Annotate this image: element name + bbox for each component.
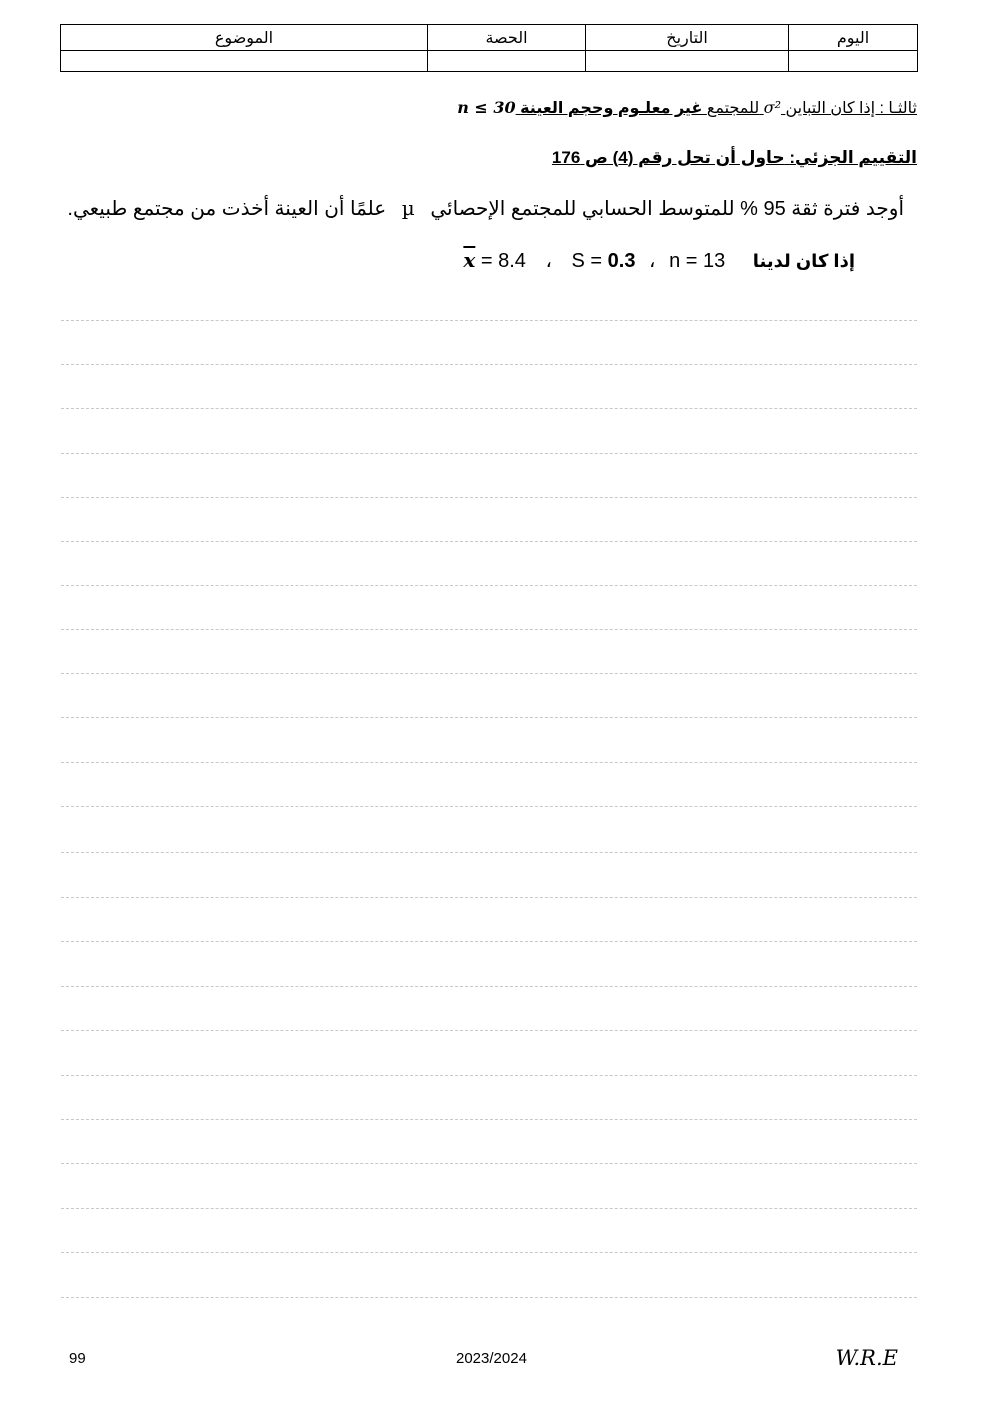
section-heading	[457, 98, 917, 118]
writing-line	[61, 762, 917, 763]
problem-statement	[67, 196, 904, 221]
given-values	[463, 248, 855, 273]
writing-line	[61, 806, 917, 807]
problem-text-before: أوجد فترة ثقة 95 % للمتوسط الحسابي للمجتمع الإحصائي	[430, 198, 904, 220]
writing-line	[61, 541, 917, 542]
day-cell[interactable]	[789, 51, 918, 72]
assessment-line	[552, 148, 917, 168]
date-cell[interactable]	[586, 51, 789, 72]
header-table	[60, 24, 918, 72]
writing-line	[61, 1297, 917, 1298]
given-formula	[463, 248, 725, 273]
writing-line	[61, 717, 917, 718]
section-mid: للمجتمع	[706, 100, 760, 117]
writing-line	[61, 941, 917, 942]
writing-line	[61, 629, 917, 630]
writing-line	[61, 1030, 917, 1031]
assessment-text: حاول أن تحل رقم (4) ص 176	[551, 148, 785, 167]
n-value: n = 13	[669, 250, 726, 272]
problem-text-after: علمًا أن العينة أخذت من مجتمع طبيعي.	[67, 198, 387, 220]
day-header: اليوم	[789, 25, 918, 51]
given-lead: إذا كان لدينا	[752, 251, 855, 271]
assessment-label: التقييم الجزئي:	[789, 148, 917, 167]
page-number: 99	[69, 1350, 86, 1367]
xbar-symbol: $\overline{x}$	[463, 248, 476, 272]
writing-line	[61, 364, 917, 365]
s-value: 0.3	[607, 250, 636, 272]
sample-size-condition: n ≤ 30	[457, 98, 516, 117]
subject-header: الموضوع	[61, 25, 428, 51]
writing-line	[61, 1075, 917, 1076]
separator-1: ،	[545, 250, 552, 272]
mu-symbol: µ	[401, 196, 415, 220]
school-year: 2023/2024	[456, 1350, 527, 1367]
writing-line	[61, 453, 917, 454]
writing-line	[61, 1208, 917, 1209]
writing-line	[61, 986, 917, 987]
session-header: الحصة	[428, 25, 586, 51]
writing-line	[61, 1119, 917, 1120]
date-header: التاريخ	[586, 25, 789, 51]
writing-line	[61, 1252, 917, 1253]
s-label: S =	[571, 250, 603, 272]
writing-line	[61, 497, 917, 498]
subject-cell[interactable]	[61, 51, 428, 72]
session-cell[interactable]	[428, 51, 586, 72]
writing-line	[61, 673, 917, 674]
writing-line	[61, 852, 917, 853]
xbar-value: = 8.4	[480, 250, 526, 272]
writing-line	[61, 1163, 917, 1164]
writing-line	[61, 408, 917, 409]
writing-line	[61, 585, 917, 586]
sigma-squared: σ²	[763, 98, 781, 117]
author-initials: W.R.E	[835, 1346, 898, 1370]
separator-2: ،	[649, 250, 656, 272]
section-bold: غير معلـوم وحجم العينة	[520, 100, 703, 117]
section-prefix: ثالثـا : إذا كان التباين	[785, 100, 917, 117]
writing-line	[61, 320, 917, 321]
writing-line	[61, 897, 917, 898]
